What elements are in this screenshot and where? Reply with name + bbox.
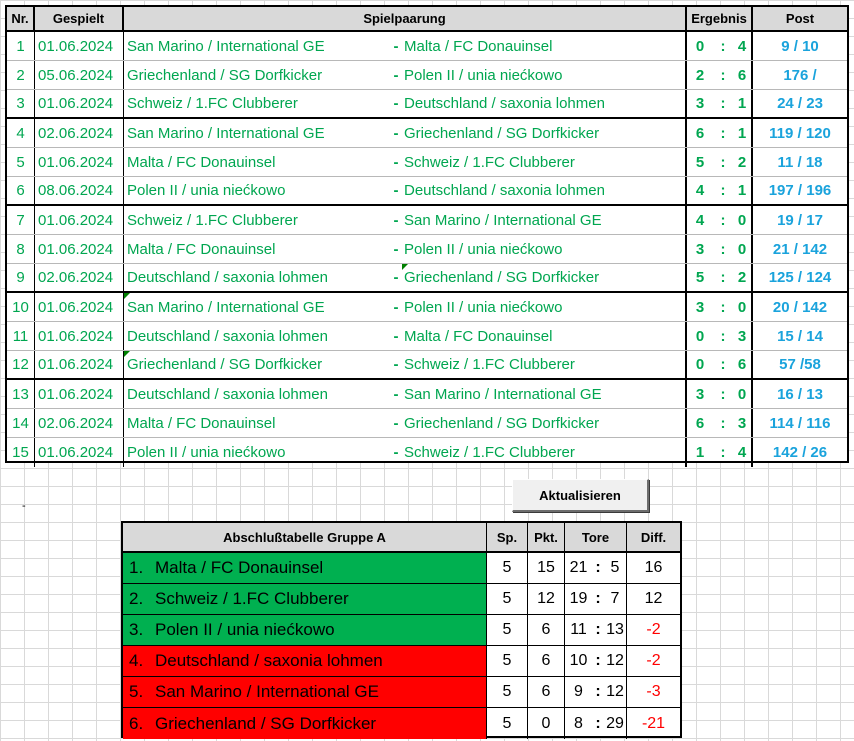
match-dash: -	[393, 182, 399, 199]
match-dash: -	[393, 153, 399, 171]
match-nr: 11	[7, 322, 35, 350]
match-home-team: Deutschland / saxonia lohmen	[127, 269, 328, 286]
standings-goals-for: 10	[569, 652, 588, 669]
standings-team-name: San Marino / International GE	[155, 682, 379, 701]
match-goals-home: 4	[695, 211, 705, 229]
match-goals-away: 2	[733, 264, 753, 291]
match-score-colon: :	[720, 66, 726, 84]
match-score-colon: :	[720, 327, 726, 345]
standings-goals-for: 19	[569, 590, 588, 607]
match-post: 125 / 124	[768, 269, 832, 286]
standings-goals-against: 12	[604, 677, 627, 707]
match-dash: -	[393, 444, 399, 461]
match-dash: -	[393, 414, 399, 432]
match-nr: 3	[7, 90, 35, 117]
match-row	[7, 177, 847, 206]
standings-goals-against: 7	[604, 584, 627, 614]
match-home-team: Malta / FC Donauinsel	[127, 414, 276, 432]
standings-title: Abschlußtabelle Gruppe A	[123, 523, 487, 551]
match-score-colon: :	[720, 356, 726, 373]
match-score-colon: :	[720, 37, 726, 55]
match-score-colon: :	[720, 211, 726, 229]
standings-goals-against: 13	[604, 615, 627, 645]
match-post: 197 / 196	[768, 182, 832, 199]
match-score-colon: :	[720, 269, 726, 286]
standings-pkt: 12	[528, 584, 565, 614]
match-nr: 6	[7, 177, 35, 204]
standings-diff: -21	[641, 714, 666, 732]
standings-team-name: Malta / FC Donauinsel	[155, 558, 324, 577]
match-nr: 8	[7, 235, 35, 263]
standings-sp: 5	[487, 646, 528, 676]
match-score-colon: :	[720, 153, 726, 171]
match-away-team: San Marino / International GE	[402, 206, 687, 234]
match-away-team: Polen II / unia niećkowo	[402, 293, 687, 321]
standings-row	[123, 708, 680, 739]
match-away-team: San Marino / International GE	[402, 380, 687, 408]
match-row	[7, 380, 847, 409]
match-score-colon: :	[720, 95, 726, 112]
standings-goals-colon: :	[595, 590, 601, 607]
match-goals-away: 1	[733, 119, 753, 147]
match-dash: -	[393, 385, 399, 403]
aktualisieren-button[interactable]: Aktualisieren	[512, 479, 649, 512]
match-nr: 12	[7, 351, 35, 378]
match-nr: 1	[7, 32, 35, 60]
match-home-team: Polen II / unia niećkowo	[127, 182, 286, 199]
stray-dash-mark: -	[22, 500, 26, 512]
standings-sp: 5	[487, 708, 528, 739]
standings-row	[123, 677, 680, 708]
standings-pkt: 6	[528, 677, 565, 707]
match-away-team: Polen II / unia niećkowo	[402, 235, 687, 263]
match-row	[7, 322, 847, 351]
standings-diff: -2	[646, 652, 661, 669]
match-post: 16 / 13	[777, 385, 823, 403]
match-row	[7, 293, 847, 322]
match-date: 01.06.2024	[35, 235, 124, 263]
match-home-team: Schweiz / 1.FC Clubberer	[127, 95, 298, 112]
header-nr: Nr.	[7, 7, 35, 30]
match-row	[7, 235, 847, 264]
standings-goals-colon: :	[595, 559, 601, 576]
match-dash: -	[393, 356, 399, 373]
match-row	[7, 264, 847, 293]
header-post: Post	[785, 11, 815, 26]
header-spielpaarung: Spielpaarung	[124, 7, 687, 30]
match-score-colon: :	[720, 124, 726, 142]
match-date: 01.06.2024	[35, 206, 124, 234]
match-goals-away: 0	[733, 380, 753, 408]
match-home-team: San Marino / International GE	[127, 37, 325, 55]
match-score-colon: :	[720, 414, 726, 432]
match-post: 57 /58	[779, 356, 821, 373]
match-goals-away: 1	[733, 177, 753, 204]
match-goals-away: 4	[733, 438, 753, 467]
standings-pkt: 6	[528, 646, 565, 676]
match-goals-home: 3	[695, 240, 705, 258]
match-nr: 10	[7, 293, 35, 321]
match-post: 9 / 10	[781, 37, 819, 55]
standings-sp: 5	[487, 584, 528, 614]
match-row	[7, 90, 847, 119]
match-home-team: Malta / FC Donauinsel	[127, 240, 276, 258]
standings-goals-colon: :	[595, 683, 601, 700]
match-dash: -	[393, 37, 399, 55]
match-post: 24 / 23	[777, 95, 823, 112]
standings-team-name: Griechenland / SG Dorfkicker	[155, 713, 377, 733]
match-date: 08.06.2024	[35, 177, 124, 204]
standings-diff: 12	[644, 590, 663, 607]
match-post: 142 / 26	[772, 444, 828, 461]
standings-goals-against: 5	[604, 553, 627, 583]
match-row	[7, 409, 847, 438]
match-dash: -	[393, 211, 399, 229]
header-pkt: Pkt.	[528, 523, 565, 551]
match-goals-away: 1	[733, 90, 753, 117]
match-score-colon: :	[720, 182, 726, 199]
match-score-colon: :	[720, 385, 726, 403]
match-post: 119 / 120	[769, 124, 831, 142]
match-goals-home: 3	[695, 385, 705, 403]
standings-goals-for: 21	[569, 559, 588, 576]
match-post: 21 / 142	[772, 240, 828, 258]
match-dash: -	[393, 95, 399, 112]
match-goals-home: 6	[695, 414, 705, 432]
match-row	[7, 148, 847, 177]
standings-team-name: Deutschland / saxonia lohmen	[155, 651, 383, 670]
standings-goals-for: 11	[570, 621, 587, 638]
match-away-team: Griechenland / SG Dorfkicker	[402, 119, 687, 147]
match-date: 01.06.2024	[35, 293, 124, 321]
match-away-team: Schweiz / 1.FC Clubberer	[402, 148, 687, 176]
standings-sp: 5	[487, 677, 528, 707]
match-goals-away: 4	[733, 32, 753, 60]
match-away-team: Deutschland / saxonia lohmen	[402, 90, 687, 117]
match-home-team: Schweiz / 1.FC Clubberer	[127, 211, 298, 229]
standings-pkt: 15	[528, 553, 565, 583]
match-home-team: Deutschland / saxonia lohmen	[127, 385, 328, 403]
match-date: 01.06.2024	[35, 351, 124, 378]
match-date: 01.06.2024	[35, 438, 124, 467]
standings-table	[121, 521, 682, 738]
match-goals-home: 4	[695, 182, 705, 199]
match-goals-away: 0	[733, 206, 753, 234]
standings-goals-colon: :	[595, 621, 601, 638]
match-nr: 9	[7, 264, 35, 291]
match-goals-away: 6	[733, 61, 753, 89]
match-nr: 14	[7, 409, 35, 437]
match-home-team: Griechenland / SG Dorfkicker	[127, 66, 323, 84]
standings-rank: 3.	[129, 620, 144, 639]
match-home-team: San Marino / International GE	[127, 124, 325, 142]
match-goals-home: 1	[695, 444, 705, 461]
match-goals-away: 0	[733, 235, 753, 263]
match-row	[7, 438, 847, 467]
match-dash: -	[393, 298, 399, 316]
match-score-colon: :	[720, 240, 726, 258]
match-schedule-table	[5, 5, 849, 463]
standings-row	[123, 553, 680, 584]
match-post: 15 / 14	[777, 327, 823, 345]
match-goals-home: 6	[695, 124, 705, 142]
match-date: 01.06.2024	[35, 148, 124, 176]
standings-rank: 1.	[129, 558, 144, 577]
match-nr: 2	[7, 61, 35, 89]
match-goals-away: 3	[733, 409, 753, 437]
standings-goals-for: 8	[574, 714, 583, 732]
match-post: 11 / 18	[777, 153, 823, 171]
match-home-team: Malta / FC Donauinsel	[127, 153, 276, 171]
match-goals-home: 0	[695, 356, 705, 373]
match-date: 02.06.2024	[35, 409, 124, 437]
match-goals-home: 3	[695, 95, 705, 112]
match-home-team: San Marino / International GE	[124, 293, 390, 321]
standings-rank: 2.	[129, 589, 144, 608]
match-post: 114 / 116	[769, 414, 831, 432]
standings-team-cell	[123, 553, 487, 583]
standings-pkt: 0	[528, 708, 565, 739]
match-nr: 4	[7, 119, 35, 147]
header-tore: Tore	[565, 523, 627, 551]
standings-team-cell	[123, 677, 487, 707]
match-date: 01.06.2024	[35, 32, 124, 60]
match-goals-away: 6	[733, 351, 753, 378]
standings-goals-colon: :	[595, 652, 601, 669]
match-nr: 13	[7, 380, 35, 408]
match-away-team: Schweiz / 1.FC Clubberer	[402, 351, 687, 378]
standings-team-cell	[123, 646, 487, 676]
match-goals-away: 3	[733, 322, 753, 350]
match-away-team: Griechenland / SG Dorfkicker	[402, 264, 687, 291]
match-nr: 15	[7, 438, 35, 467]
standings-goals-for: 9	[574, 683, 583, 700]
standings-team-name: Schweiz / 1.FC Clubberer	[155, 589, 349, 608]
match-row	[7, 61, 847, 90]
match-home-team: Polen II / unia niećkowo	[127, 444, 286, 461]
match-goals-home: 0	[695, 37, 705, 55]
match-goals-away: 2	[733, 148, 753, 176]
match-row	[7, 206, 847, 235]
standings-sp: 5	[487, 615, 528, 645]
match-nr: 5	[7, 148, 35, 176]
match-goals-home: 5	[695, 153, 705, 171]
match-goals-away: 0	[733, 293, 753, 321]
match-dash: -	[393, 124, 399, 142]
match-away-team: Polen II / unia niećkowo	[402, 61, 687, 89]
match-away-team: Deutschland / saxonia lohmen	[402, 177, 687, 204]
match-date: 05.06.2024	[35, 61, 124, 89]
match-goals-home: 3	[695, 298, 705, 316]
match-post: 20 / 142	[772, 298, 828, 316]
standings-row	[123, 584, 680, 615]
standings-header	[123, 523, 680, 553]
match-row	[7, 351, 847, 380]
match-dash: -	[393, 66, 399, 84]
match-score-colon: :	[720, 298, 726, 316]
match-date: 01.06.2024	[35, 90, 124, 117]
match-date: 01.06.2024	[35, 322, 124, 350]
header-sp: Sp.	[487, 523, 528, 551]
standings-sp: 5	[487, 553, 528, 583]
match-away-team: Malta / FC Donauinsel	[402, 322, 687, 350]
match-date: 02.06.2024	[35, 264, 124, 291]
standings-team-cell	[123, 615, 487, 645]
match-nr: 7	[7, 206, 35, 234]
standings-team-cell	[123, 584, 487, 614]
standings-diff: 16	[644, 559, 663, 576]
match-row	[7, 32, 847, 61]
standings-rank: 6.	[129, 713, 144, 733]
standings-team-cell	[123, 708, 487, 739]
match-dash: -	[393, 240, 399, 258]
match-date: 02.06.2024	[35, 119, 124, 147]
header-ergebnis: Ergebnis	[687, 7, 753, 30]
standings-goals-against: 12	[604, 646, 627, 676]
match-away-team: Griechenland / SG Dorfkicker	[402, 409, 687, 437]
match-dash: -	[393, 269, 399, 286]
match-goals-home: 2	[695, 66, 705, 84]
standings-diff: -2	[646, 621, 661, 638]
match-away-team: Schweiz / 1.FC Clubberer	[402, 438, 687, 467]
standings-rank: 4.	[129, 651, 144, 670]
match-row	[7, 119, 847, 148]
match-score-colon: :	[720, 444, 726, 461]
match-goals-home: 0	[695, 327, 705, 345]
standings-row	[123, 646, 680, 677]
match-goals-home: 5	[695, 269, 705, 286]
match-post: 19 / 17	[777, 211, 823, 229]
standings-team-name: Polen II / unia niećkowo	[155, 620, 335, 639]
standings-diff: -3	[646, 683, 661, 700]
header-gespielt: Gespielt	[35, 7, 124, 30]
standings-row	[123, 615, 680, 646]
match-home-team: Griechenland / SG Dorfkicker	[124, 351, 390, 378]
match-away-team: Malta / FC Donauinsel	[402, 32, 687, 60]
match-dash: -	[393, 327, 399, 345]
match-date: 01.06.2024	[35, 380, 124, 408]
standings-goals-against: 29	[604, 708, 627, 739]
standings-pkt: 6	[528, 615, 565, 645]
match-post: 176 /	[783, 66, 817, 84]
standings-goals-colon: :	[595, 714, 601, 732]
standings-rank: 5.	[129, 682, 144, 701]
header-diff: Diff.	[640, 529, 667, 545]
match-home-team: Deutschland / saxonia lohmen	[127, 327, 328, 345]
match-table-header	[7, 7, 847, 32]
